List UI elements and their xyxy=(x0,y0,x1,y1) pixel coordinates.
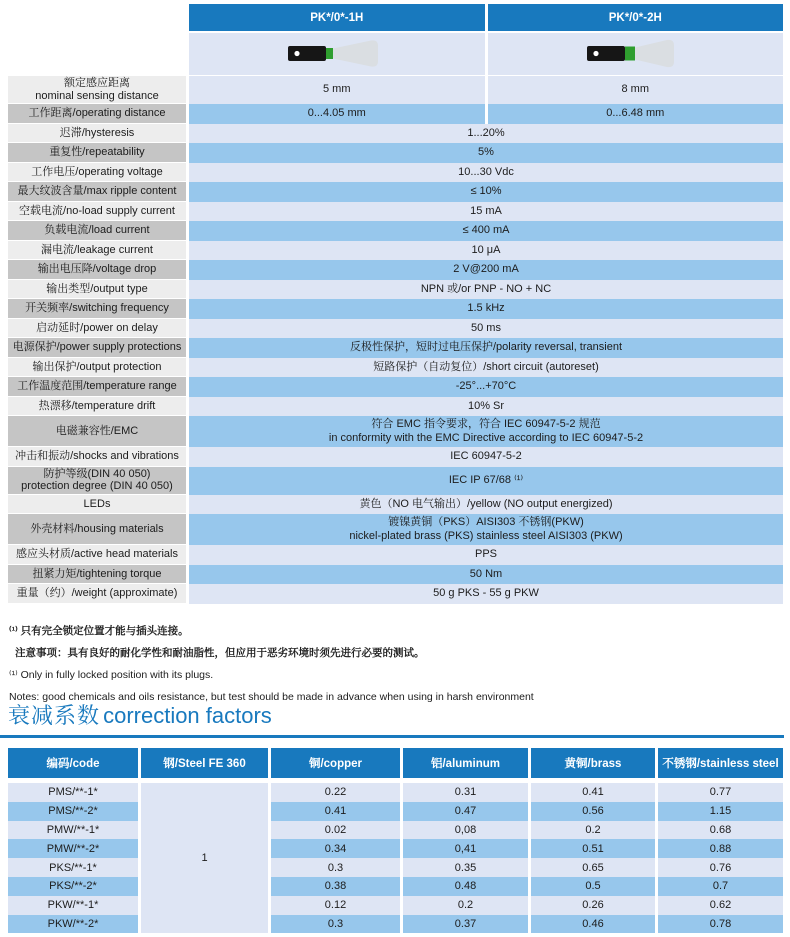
spec-row-label: 冲击和振动/shocks and vibrations xyxy=(8,447,186,467)
corr-factor-cell: 0.56 xyxy=(531,802,655,821)
spec-row xyxy=(8,545,783,565)
spec-row-label: 外壳材料/housing materials xyxy=(8,514,186,545)
spec-row xyxy=(8,182,783,202)
corr-factor-cell: 0.88 xyxy=(658,839,783,858)
corr-code-cell: PMW/**-2* xyxy=(8,839,138,858)
correction-table-body xyxy=(8,783,783,933)
sensor-row-spacer xyxy=(8,33,186,75)
spec-value: 短路保护（自动复位）/short circuit (autoreset) xyxy=(189,358,783,378)
spec-value: PPS xyxy=(189,545,783,565)
footnote-cn-1: ⁽¹⁾ 只有完全锁定位置才能与插头连接。 xyxy=(9,625,189,637)
spec-row xyxy=(8,584,783,604)
corr-factor-cell: 0.68 xyxy=(658,821,783,840)
section-title-cn: 衰减系数 xyxy=(8,703,101,728)
correction-table-header xyxy=(8,748,783,778)
corr-factor-cell: 0.5 xyxy=(531,877,655,896)
corr-factor-cell: 0.2 xyxy=(403,896,528,915)
spec-value: 1.5 kHz xyxy=(189,299,783,319)
corr-factor-cell: 0.31 xyxy=(403,783,528,802)
corr-factor-cell: 0.47 xyxy=(403,802,528,821)
corr-header-brass: 黄铜/brass xyxy=(531,748,655,778)
spec-row-label: 工作电压/operating voltage xyxy=(8,163,186,183)
spec-row-label: 工作距离/operating distance xyxy=(8,104,186,124)
section-title-en: correction factors xyxy=(103,703,272,728)
spec-value: 50 g PKS - 55 g PKW xyxy=(189,584,783,604)
spec-row-label: 重复性/repeatability xyxy=(8,143,186,163)
spec-row xyxy=(8,241,783,261)
spec-value: 50 Nm xyxy=(189,565,783,585)
spec-row xyxy=(8,319,783,339)
corr-factor-cell: 0.46 xyxy=(531,915,655,934)
spec-row xyxy=(8,495,783,515)
spec-row xyxy=(8,338,783,358)
corr-factor-cell: 0.48 xyxy=(403,877,528,896)
spec-value: 10% Sr xyxy=(189,397,783,417)
spec-row-label: 空载电流/no-load supply current xyxy=(8,202,186,222)
spec-row-label: 迟滞/hysteresis xyxy=(8,124,186,144)
corr-factor-cell: 0.78 xyxy=(658,915,783,934)
spec-value: 符合 EMC 指令要求，符合 IEC 60947-5-2 规范 in conformity with the EMC Directive according to IEC 60947-5-2 xyxy=(189,416,783,447)
spec-row-label: 感应头材质/active head materials xyxy=(8,545,186,565)
spec-value: IEC 60947-5-2 xyxy=(189,447,783,467)
spec-value: 反极性保护，短时过电压保护/polarity reversal, transient xyxy=(189,338,783,358)
spec-value: 0...6.48 mm xyxy=(488,104,784,124)
spec-row-label: 热漂移/temperature drift xyxy=(8,397,186,417)
corr-factor-cell: 0.3 xyxy=(271,858,400,877)
column-header-model-1: PK*/0*-1H xyxy=(189,4,485,31)
corr-factor-cell: 0,41 xyxy=(403,839,528,858)
spec-value: 5 mm xyxy=(189,76,485,104)
sensor-icon xyxy=(274,36,399,72)
footnote-cn-2: 注意事项：具有良好的耐化学性和耐油脂性，但应用于恶劣环境时须先进行必要的测试。 xyxy=(15,647,425,659)
corr-factor-cell: 0.2 xyxy=(531,821,655,840)
corr-code-cell: PKW/**-1* xyxy=(8,896,138,915)
corr-factor-cell: 0.7 xyxy=(658,877,783,896)
spec-row-label: 启动延时/power on delay xyxy=(8,319,186,339)
spec-row-label: 最大纹波含量/max ripple content xyxy=(8,182,186,202)
corr-factor-cell: 0.76 xyxy=(658,858,783,877)
spec-row xyxy=(8,76,783,104)
spec-row-label: 电源保护/power supply protections xyxy=(8,338,186,358)
section-title xyxy=(8,699,272,730)
corr-factor-cell: 0.22 xyxy=(271,783,400,802)
corr-factor-cell: 0.51 xyxy=(531,839,655,858)
corr-header-steel: 钢/Steel FE 360 xyxy=(141,748,268,778)
corr-code-cell: PMW/**-1* xyxy=(8,821,138,840)
spec-row xyxy=(8,202,783,222)
corr-code-cell: PKS/**-1* xyxy=(8,858,138,877)
spec-value: ≤ 10% xyxy=(189,182,783,202)
spec-row-label: 额定感应距离 nominal sensing distance xyxy=(8,76,186,104)
corr-header-copper: 铜/copper xyxy=(271,748,400,778)
sensor-image-cell-1 xyxy=(189,33,485,75)
spec-row xyxy=(8,397,783,417)
spec-row-label: 输出电压降/voltage drop xyxy=(8,260,186,280)
spec-value: 10...30 Vdc xyxy=(189,163,783,183)
column-header-model-2: PK*/0*-2H xyxy=(488,4,784,31)
corr-header-code: 编码/code xyxy=(8,748,138,778)
spec-value: 15 mA xyxy=(189,202,783,222)
spec-row xyxy=(8,124,783,144)
corr-factor-cell: 0.65 xyxy=(531,858,655,877)
corr-header-aluminum: 铝/aluminum xyxy=(403,748,528,778)
spec-value: -25°...+70°C xyxy=(189,377,783,397)
spec-row-label: LEDs xyxy=(8,495,186,515)
corr-factor-cell: 0.41 xyxy=(271,802,400,821)
spec-row-label: 工作温度范围/temperature range xyxy=(8,377,186,397)
spec-value: 1...20% xyxy=(189,124,783,144)
corr-factor-cell: 0,08 xyxy=(403,821,528,840)
spec-row-label: 输出保护/output protection xyxy=(8,358,186,378)
sensor-image-row xyxy=(8,33,783,75)
spec-value: 0...4.05 mm xyxy=(189,104,485,124)
spec-row xyxy=(8,358,783,378)
sensor-icon xyxy=(573,36,698,72)
spec-value: 镀镍黄铜（PKS）AISI303 不锈钢(PKW) nickel-plated brass (PKS) stainless steel AISI303 (PKW) xyxy=(189,514,783,545)
spec-value: 2 V@200 mA xyxy=(189,260,783,280)
spec-row xyxy=(8,514,783,545)
corr-steel-reference-cell: 1 xyxy=(141,783,268,933)
spec-row xyxy=(8,260,783,280)
spec-row-label: 输出类型/output type xyxy=(8,280,186,300)
spec-row xyxy=(8,299,783,319)
spec-row-label: 漏电流/leakage current xyxy=(8,241,186,261)
corr-factor-cell: 1.15 xyxy=(658,802,783,821)
corr-factor-cell: 0.37 xyxy=(403,915,528,934)
corr-factor-cell: 0.34 xyxy=(271,839,400,858)
corr-code-cell: PKS/**-2* xyxy=(8,877,138,896)
spec-row xyxy=(8,143,783,163)
spec-row-label: 电磁兼容性/EMC xyxy=(8,416,186,447)
spec-value: IEC IP 67/68 ⁽¹⁾ xyxy=(189,467,783,495)
spec-row xyxy=(8,565,783,585)
corr-factor-cell: 0.12 xyxy=(271,896,400,915)
spec-row xyxy=(8,447,783,467)
spec-row xyxy=(8,377,783,397)
spec-row-label: 防护等级(DIN 40 050) protection degree (DIN 40 050) xyxy=(8,467,186,495)
corr-factor-cell: 0.35 xyxy=(403,858,528,877)
correction-factors-table xyxy=(8,748,783,933)
spec-row xyxy=(8,104,783,124)
corr-factor-cell: 0.38 xyxy=(271,877,400,896)
corr-factor-cell: 0.77 xyxy=(658,783,783,802)
spec-row xyxy=(8,280,783,300)
spec-row xyxy=(8,416,783,447)
spec-value: 8 mm xyxy=(488,76,784,104)
spec-value: 黄色（NO 电气输出）/yellow (NO output energized) xyxy=(189,495,783,515)
spec-row-label: 重量（约）/weight (approximate) xyxy=(8,584,186,604)
corr-code-cell: PMS/**-2* xyxy=(8,802,138,821)
corr-factor-cell: 0.02 xyxy=(271,821,400,840)
spec-row-label: 负载电流/load current xyxy=(8,221,186,241)
spec-value: 50 ms xyxy=(189,319,783,339)
spec-row xyxy=(8,163,783,183)
spec-value: 10 μA xyxy=(189,241,783,261)
spec-row-label: 扭紧力矩/tightening torque xyxy=(8,565,186,585)
spec-value: NPN 或/or PNP - NO + NC xyxy=(189,280,783,300)
spec-row-label: 开关频率/switching frequency xyxy=(8,299,186,319)
corr-code-cell: PKW/**-2* xyxy=(8,915,138,934)
corr-factor-cell: 0.62 xyxy=(658,896,783,915)
corr-factor-cell: 0.3 xyxy=(271,915,400,934)
spec-table xyxy=(8,4,783,604)
spec-header-spacer xyxy=(8,4,186,31)
corr-factor-cell: 0.26 xyxy=(531,896,655,915)
corr-factor-cell: 0.41 xyxy=(531,783,655,802)
sensor-image-cell-2 xyxy=(488,33,784,75)
footnote-en-1: ⁽¹⁾ Only in fully locked position with its plugs. xyxy=(9,669,214,681)
spec-table-header xyxy=(8,4,783,31)
spec-table-body xyxy=(8,76,783,604)
corr-code-cell: PMS/**-1* xyxy=(8,783,138,802)
spec-value: 5% xyxy=(189,143,783,163)
corr-header-stainless-steel: 不锈钢/stainless steel xyxy=(658,748,783,778)
section-divider xyxy=(0,735,784,738)
footnote-en-2: Notes: good chemicals and oils resistance, but test should be made in advance when using in harsh environment xyxy=(9,691,534,703)
spec-value: ≤ 400 mA xyxy=(189,221,783,241)
spec-row xyxy=(8,467,783,495)
spec-row xyxy=(8,221,783,241)
